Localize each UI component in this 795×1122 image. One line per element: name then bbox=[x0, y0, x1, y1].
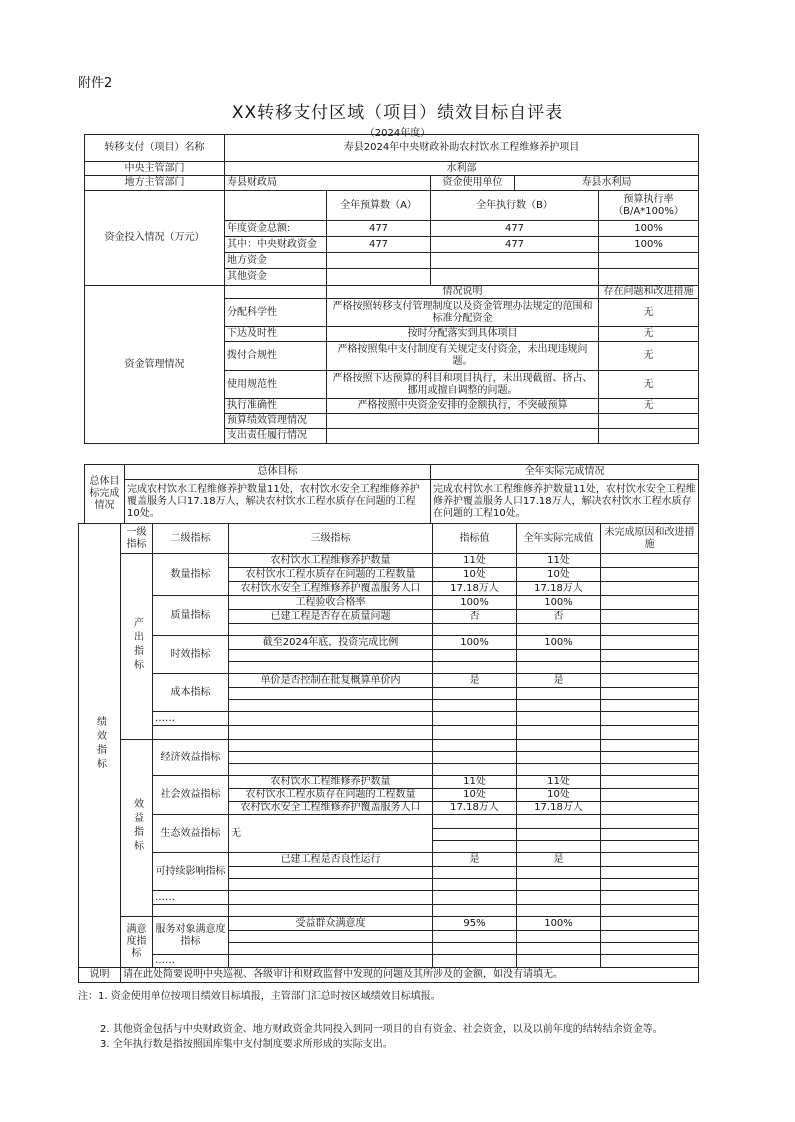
social-label: 社会效益指标 bbox=[153, 776, 229, 815]
overall-label: 总体目标完成情况 bbox=[85, 465, 125, 524]
indicator-name: 单价是否控制在批复概算单价内 bbox=[229, 674, 433, 688]
indicator-actual: 是 bbox=[517, 674, 601, 688]
mgmt-row-issue bbox=[599, 414, 699, 429]
mgmt-row-desc: 严格按照下达预算的科目和项目执行，未出现截留、挤占、挪用或擅自调整的问题。 bbox=[327, 371, 599, 399]
overall-goal: 完成农村饮水工程维修养护数量11处，农村饮水安全工程维修养护覆盖服务人口17.18万人，解决农村饮水工程水质存在问题的工程10处。 bbox=[125, 480, 431, 524]
indicator-target: 17.18万人 bbox=[433, 582, 517, 596]
indicator-name: 已建工程是否存在质量问题 bbox=[229, 610, 433, 624]
indicator-target: 11处 bbox=[433, 554, 517, 568]
indicator-actual: 11处 bbox=[517, 776, 601, 789]
mgmt-row-issue: 无 bbox=[599, 327, 699, 342]
indicator-actual: 10处 bbox=[517, 789, 601, 802]
local-dept: 寿县财政局 bbox=[225, 176, 431, 191]
central-dept: 水利部 bbox=[225, 162, 699, 176]
indicator-target: 是 bbox=[433, 853, 517, 867]
mgmt-row-name: 分配科学性 bbox=[225, 299, 327, 327]
fund-row-b: 477 bbox=[431, 237, 599, 253]
h-target: 指标值 bbox=[433, 524, 517, 554]
ellipsis: …… bbox=[153, 712, 229, 726]
col-desc: 情况说明 bbox=[327, 286, 599, 299]
indicator-name: 农村饮水工程维修养护数量 bbox=[229, 776, 433, 789]
mgmt-row-issue: 无 bbox=[599, 299, 699, 327]
h-reason: 未完成原因和改进措施 bbox=[601, 524, 699, 554]
indicator-target: 100% bbox=[433, 636, 517, 650]
quantity-label: 数量指标 bbox=[153, 554, 229, 596]
indicator-name: 受益群众满意度 bbox=[229, 917, 433, 931]
h-actual: 全年实际完成值 bbox=[517, 524, 601, 554]
page-title: XX转移支付区域（项目）绩效目标自评表 bbox=[231, 103, 564, 123]
fund-row-a: 477 bbox=[327, 221, 431, 237]
indicator-target: 是 bbox=[433, 674, 517, 688]
indicator-actual: 否 bbox=[517, 610, 601, 624]
indicator-name: 截至2024年底，投资完成比例 bbox=[229, 636, 433, 650]
mgmt-row-name: 预算绩效管理情况 bbox=[225, 414, 327, 429]
indicator-target: 10处 bbox=[433, 568, 517, 582]
service-label: 服务对象满意度指标 bbox=[153, 917, 229, 955]
mgmt-row-issue: 无 bbox=[599, 399, 699, 414]
ellipsis: …… bbox=[153, 891, 229, 905]
col-issue: 存在问题和改进措施 bbox=[599, 286, 699, 299]
mgmt-row-issue: 无 bbox=[599, 342, 699, 371]
mgmt-row-name: 拨付合规性 bbox=[225, 342, 327, 371]
h-level2: 二级指标 bbox=[153, 524, 229, 554]
fund-row-a bbox=[327, 269, 431, 286]
fund-row-name: 其中：中央财政资金 bbox=[225, 237, 327, 253]
note-2: 2. 其他资金包括与中央财政资金、地方财政资金共同投入到同一项目的自有资金、社会资金，以及以前年度的结转结余资金等。 bbox=[100, 1024, 663, 1035]
indicator-name: 农村饮水工程水质存在问题的工程数量 bbox=[229, 789, 433, 802]
indicator-name: 工程验收合格率 bbox=[229, 596, 433, 610]
mgmt-row-issue: 无 bbox=[599, 371, 699, 399]
explain-label: 说明 bbox=[79, 968, 121, 983]
indicator-name: 农村饮水安全工程维修养护覆盖服务人口 bbox=[229, 802, 433, 815]
mgmt-row-desc bbox=[327, 429, 599, 444]
h-level3: 三级指标 bbox=[229, 524, 433, 554]
mgmt-row-desc: 严格按照转移支付管理制度以及资金管理办法规定的范围和标准分配资金 bbox=[327, 299, 599, 327]
indicator-actual: 17.18万人 bbox=[517, 582, 601, 596]
management-label: 资金管理情况 bbox=[85, 286, 225, 444]
fund-row-name: 年度资金总额: bbox=[225, 221, 327, 237]
indicator-target: 100% bbox=[433, 596, 517, 610]
indicator-target: 17.18万人 bbox=[433, 802, 517, 815]
performance-table bbox=[78, 523, 699, 968]
fund-row-name: 地方资金 bbox=[225, 253, 327, 269]
fund-row-name: 其他资金 bbox=[225, 269, 327, 286]
fund-row-a bbox=[327, 253, 431, 269]
col-actual: 全年实际完成情况 bbox=[431, 465, 699, 480]
fund-row-b bbox=[431, 253, 599, 269]
fund-row-rate bbox=[599, 269, 699, 286]
funds-label: 资金投入情况（万元） bbox=[85, 191, 225, 286]
h-level1: 一级指标 bbox=[121, 524, 153, 554]
cost-label: 成本指标 bbox=[153, 674, 229, 712]
indicator-actual: 11处 bbox=[517, 554, 601, 568]
user-unit-label: 资金使用单位 bbox=[431, 176, 515, 191]
indicator-actual: 10处 bbox=[517, 568, 601, 582]
mgmt-row-name: 执行准确性 bbox=[225, 399, 327, 414]
fund-row-b: 477 bbox=[431, 221, 599, 237]
indicator-actual: 100% bbox=[517, 596, 601, 610]
attachment-label: 附件2 bbox=[78, 76, 113, 91]
indicator-target: 10处 bbox=[433, 789, 517, 802]
sustainable-label: 可持续影响指标 bbox=[153, 853, 229, 891]
indicator-target: 95% bbox=[433, 917, 517, 931]
fund-row-rate: 100% bbox=[599, 237, 699, 253]
indicator-actual: 100% bbox=[517, 636, 601, 650]
satisfaction-label: 满意度指标 bbox=[121, 917, 153, 968]
output-label: 产出指标 bbox=[121, 554, 153, 740]
fund-row-rate bbox=[599, 253, 699, 269]
ellipsis: …… bbox=[153, 955, 229, 968]
mgmt-row-desc: 按时分配落实到具体项目 bbox=[327, 327, 599, 342]
mgmt-row-name: 支出责任履行情况 bbox=[225, 429, 327, 444]
indicator-actual: 100% bbox=[517, 917, 601, 931]
indicator-name: 农村饮水安全工程维修养护覆盖服务人口 bbox=[229, 582, 433, 596]
project-name-label: 转移支付（项目）名称 bbox=[85, 135, 225, 162]
note-1: 注：1. 资金使用单位按项目绩效目标填报，主管部门汇总时按区域绩效目标填报。 bbox=[78, 991, 441, 1002]
overall-actual: 完成农村饮水工程维修养护数量11处，农村饮水安全工程维修养护覆盖服务人口17.18万人，解决农村饮水工程水质存在问题的工程10处。 bbox=[431, 480, 699, 524]
fund-row-a: 477 bbox=[327, 237, 431, 253]
quality-label: 质量指标 bbox=[153, 596, 229, 636]
economic-label: 经济效益指标 bbox=[153, 740, 229, 776]
local-dept-label: 地方主管部门 bbox=[85, 176, 225, 191]
fund-row-rate: 100% bbox=[599, 221, 699, 237]
col-exec: 全年执行数（B） bbox=[431, 191, 599, 221]
mgmt-row-issue bbox=[599, 429, 699, 444]
note-3: 3. 全年执行数是指按照国库集中支付制度要求所形成的实际支出。 bbox=[100, 1039, 393, 1050]
indicator-name: 农村饮水工程水质存在问题的工程数量 bbox=[229, 568, 433, 582]
indicator-target: 11处 bbox=[433, 776, 517, 789]
col-rate: 预算执行率（B/A*100%） bbox=[599, 191, 699, 221]
basic-info-table bbox=[84, 134, 699, 444]
mgmt-row-desc: 严格按照集中支付制度有关规定支付资金，未出现违规问题。 bbox=[327, 342, 599, 371]
ecological-label: 生态效益指标 bbox=[153, 815, 229, 853]
mgmt-row-name: 使用规范性 bbox=[225, 371, 327, 399]
perf-label: 绩效指标 bbox=[79, 524, 121, 968]
year-label: （2024年度） bbox=[364, 128, 431, 139]
mgmt-row-desc: 严格按照中央资金安排的金额执行，不突破预算 bbox=[327, 399, 599, 414]
indicator-name: 农村饮水工程维修养护数量 bbox=[229, 554, 433, 568]
fund-row-b bbox=[431, 269, 599, 286]
project-name: 寿县2024年中央财政补助农村饮水工程维修养护项目 bbox=[225, 135, 699, 162]
indicator-target: 否 bbox=[433, 610, 517, 624]
col-budget: 全年预算数（A） bbox=[327, 191, 431, 221]
ecological-value: 无 bbox=[229, 815, 433, 853]
benefit-label: 效益指标 bbox=[121, 740, 153, 917]
timeliness-label: 时效指标 bbox=[153, 636, 229, 674]
indicator-actual: 17.18万人 bbox=[517, 802, 601, 815]
central-dept-label: 中央主管部门 bbox=[85, 162, 225, 176]
indicator-actual: 是 bbox=[517, 853, 601, 867]
mgmt-row-name: 下达及时性 bbox=[225, 327, 327, 342]
user-unit: 寿县水利局 bbox=[515, 176, 699, 191]
col-goal: 总体目标 bbox=[125, 465, 431, 480]
indicator-name: 已建工程是否良性运行 bbox=[229, 853, 433, 867]
overall-goal-table bbox=[84, 464, 699, 524]
explain-table bbox=[78, 967, 699, 983]
mgmt-row-desc bbox=[327, 414, 599, 429]
explain-text: 请在此处简要说明中央巡视、各级审计和财政监督中发现的问题及其所涉及的金额，如没有请填无。 bbox=[121, 968, 699, 983]
